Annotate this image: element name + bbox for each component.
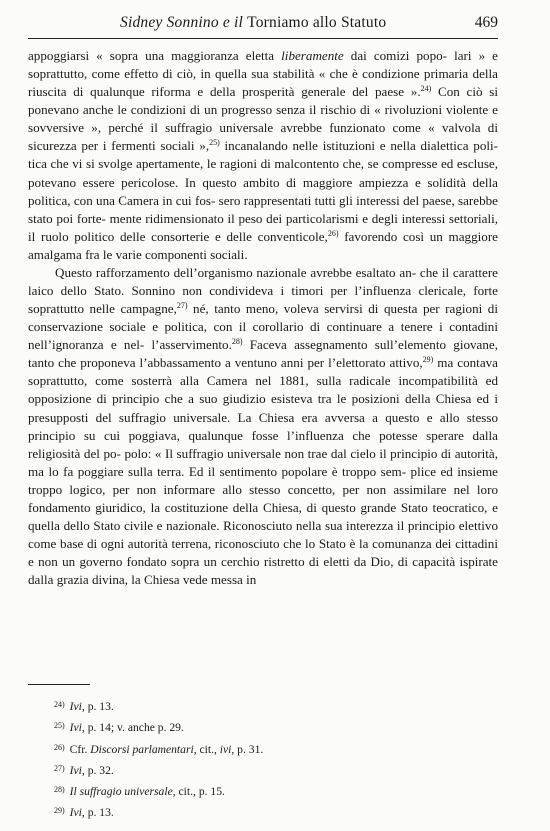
page-number: 469 <box>474 14 498 31</box>
running-header <box>28 14 498 34</box>
running-title-work: Torniamo allo Statuto <box>247 14 387 31</box>
footnote-italic: Ivi <box>69 806 82 820</box>
footnote <box>54 780 494 801</box>
footnote-separator <box>28 684 90 685</box>
text-run: dai comizi popo- lari » e soprattutto, come effetto di ciò, in quella sua stabilità « che è condizione primaria della riuscita di qualunque riforma e della prosperità generale del paese ». <box>28 48 498 100</box>
footnote <box>54 738 494 759</box>
footnote-italic: Ivi <box>69 763 82 777</box>
footnote <box>54 695 494 716</box>
running-title-author: Sidney Sonnino e il <box>120 14 244 31</box>
footnote-number: 25) <box>54 721 65 731</box>
footnote-ref: 26) <box>327 228 339 238</box>
footnote-ref: 25) <box>209 138 220 148</box>
footnote-text: , cit., <box>193 742 220 756</box>
footnote <box>54 716 494 737</box>
header-rule <box>28 38 498 39</box>
footnote-ref: 28) <box>231 337 243 347</box>
body-text <box>28 47 498 589</box>
footnote-italic: Il suffragio universale <box>69 785 173 799</box>
footnote-text: , p. 13. <box>81 700 114 713</box>
footnote-italic: Discorsi parlamentari <box>90 742 194 756</box>
footnote-number: 24) <box>54 700 65 709</box>
footnote-number: 29) <box>54 806 65 816</box>
footnote-ref: 27) <box>176 301 188 311</box>
italic-text: liberamente <box>281 48 344 63</box>
footnote-italic: Ivi <box>69 721 82 735</box>
footnote-number: 26) <box>54 742 65 752</box>
text-run: incanalando nelle istituzioni e nella dialettica poli- tica che vi si svolge apertamente, le ragioni di malcontento che, se compresse ed escluse, potevano essere pericolose. In questo ambito di maggiore ampiezza e solidità della politica, con una Camera in cui fos- sero rappresentati tutti gli interessi del paese, sarebbe stato poi forte- mente ridimensionato il peso dei particolarismi e degli interessi settoriali, il ruolo politico delle consorterie e delle conventicole, <box>28 138 498 244</box>
footnote-text: Cfr. <box>69 742 91 756</box>
footnote-text: , p. 31. <box>231 742 264 756</box>
text-run: Con ciò si ponevano anche le condizioni di un progresso senza il rischio di « rivoluzioni violente e sovversive », perché il suffragio universale avrebbe funzionato come « valvola di sicurezza per i fermenti sociali », <box>28 84 498 154</box>
footnote <box>54 801 494 822</box>
text-run: ma contava soprattutto, come sosterrà alla Camera nel 1881, sulla radicale incompatibilità ed opposizione di principio che a suo giudizio esisteva tra le posizioni della Chiesa ed i presupposti del suffragio universale. La Chiesa era avversa a questo e allo stesso principio su cui poggiava, qualunque fosse l’influenza che potesse sperare dalla religiosità del po- polo: « Il suffragio universale non trae dal cielo il principio di autorità, ma lo fa poggiare sulla terra. Ed il sentimento popolare è troppo sem- plice ed insieme troppo logico, per non informare allo stesso concetto, per non assimilare nel loro fondamento giuridico, la costituzione della Chiesa, di questo grande Stato teocratico, e quella dello Stato civile e nazionale. Riconosciuto nella sua interezza il principio elettivo come base di ogni autorità terrena, riconosciuto che lo Stato è la comunanza dei cittadini e non un governo fondato sopra un cerchio ristretto di eletti da Dio, di capacità ispirate dalla grazia divina, la Chiesa vede messa in <box>28 355 498 588</box>
footnotes <box>54 695 494 823</box>
text-run: né, tanto meno, voleva servirsi di questa per ragioni di conservazione sociale e politica, con il corollario di continuare a tenere i contadini nell’ignoranza e nel- l’asservimento. <box>28 301 498 353</box>
footnote-ref: 24) <box>420 84 432 94</box>
text-run: appoggiarsi « sopra una maggioranza eletta <box>28 48 282 63</box>
footnote-text: , p. 14; v. anche p. 29. <box>81 721 184 735</box>
running-title <box>120 14 386 32</box>
footnote-italic: ivi <box>219 742 232 756</box>
text-run: Faceva assegnamento sull’elemento giovane, tanto che proponeva l’abbassamento a ventuno anni per l’elettorato attivo, <box>28 337 498 371</box>
footnote-number: 27) <box>54 763 65 773</box>
paragraph-2 <box>28 264 498 589</box>
footnote-text: , p. 32. <box>81 763 114 777</box>
text-run: favorendo così un maggiore amalgama fra le varie componenti sociali. <box>28 228 498 262</box>
footnote-text: , cit., p. 15. <box>172 785 225 799</box>
footnote-text: , p. 13. <box>81 806 114 820</box>
footnote-ref: 29) <box>422 355 434 365</box>
text-run: Questo rafforzamento dell’organismo nazionale avrebbe esaltato an- che il carattere laico dello Stato. Sonnino non condivideva i timori per l’influenza clericale, forte soprattutto nelle campagne, <box>28 264 498 317</box>
paragraph-1 <box>28 47 498 264</box>
footnote-italic: Ivi <box>69 700 82 713</box>
footnote <box>54 759 494 780</box>
footnote-number: 28) <box>54 785 65 795</box>
